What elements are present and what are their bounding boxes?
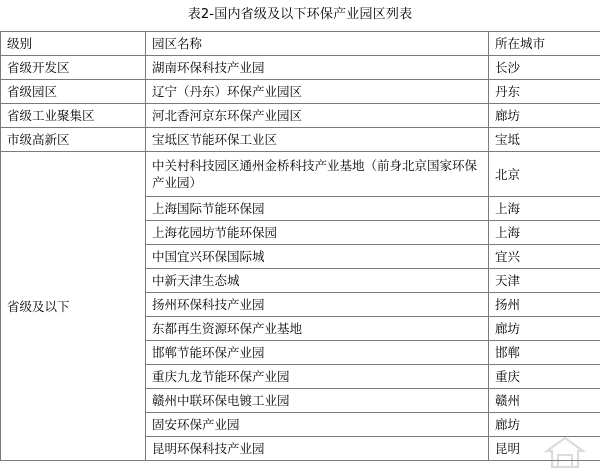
- cell-level: 省级工业聚集区: [1, 104, 146, 128]
- cell-name: 东都再生资源环保产业基地: [146, 317, 489, 341]
- cell-city: 重庆: [489, 365, 600, 389]
- header-cell-city: 所在城市: [489, 32, 600, 56]
- cell-name: 固安环保产业园: [146, 413, 489, 437]
- cell-name: 昆明环保科技产业园: [146, 437, 489, 461]
- table-row: [1, 80, 600, 104]
- cell-name: 赣州中联环保电镀工业园: [146, 389, 489, 413]
- cell-city: 长沙: [489, 56, 600, 80]
- cell-level-group: 省级及以下: [1, 152, 146, 461]
- cell-level: 省级开发区: [1, 56, 146, 80]
- cell-name: 扬州环保科技产业园: [146, 293, 489, 317]
- environmental-parks-table: [0, 31, 600, 461]
- cell-name: 辽宁（丹东）环保产业园区: [146, 80, 489, 104]
- cell-name: 重庆九龙节能环保产业园: [146, 365, 489, 389]
- cell-city: 赣州: [489, 389, 600, 413]
- cell-name: 河北香河京东环保产业园区: [146, 104, 489, 128]
- cell-city: 廊坊: [489, 317, 600, 341]
- cell-city: 宝坻: [489, 128, 600, 152]
- header-cell-level: 级别: [1, 32, 146, 56]
- cell-level: 市级高新区: [1, 128, 146, 152]
- table-row: [1, 152, 600, 197]
- table-row: [1, 128, 600, 152]
- cell-name: 中新天津生态城: [146, 269, 489, 293]
- cell-level: 省级园区: [1, 80, 146, 104]
- header-cell-name: 园区名称: [146, 32, 489, 56]
- cell-name: 宝坻区节能环保工业区: [146, 128, 489, 152]
- table-body: [1, 32, 600, 461]
- cell-city: 天津: [489, 269, 600, 293]
- table-row: [1, 56, 600, 80]
- cell-name: 湖南环保科技产业园: [146, 56, 489, 80]
- table-row: [1, 104, 600, 128]
- cell-name: 上海国际节能环保园: [146, 197, 489, 221]
- table-header-row: [1, 32, 600, 56]
- cell-city: 邯郸: [489, 341, 600, 365]
- cell-city: 昆明: [489, 437, 600, 461]
- table-caption: 表2-国内省级及以下环保产业园区列表: [187, 7, 413, 22]
- cell-city: 扬州: [489, 293, 600, 317]
- cell-city: 廊坊: [489, 413, 600, 437]
- cell-name: 中国宜兴环保国际城: [146, 245, 489, 269]
- cell-city: 北京: [489, 152, 600, 197]
- cell-name: 上海花园坊节能环保园: [146, 221, 489, 245]
- cell-city: 丹东: [489, 80, 600, 104]
- cell-city: 宜兴: [489, 245, 600, 269]
- cell-name: 中关村科技园区通州金桥科技产业基地（前身北京国家环保产业园）: [146, 152, 489, 197]
- cell-city: 上海: [489, 197, 600, 221]
- cell-city: 廊坊: [489, 104, 600, 128]
- cell-name: 邯郸节能环保产业园: [146, 341, 489, 365]
- cell-city: 上海: [489, 221, 600, 245]
